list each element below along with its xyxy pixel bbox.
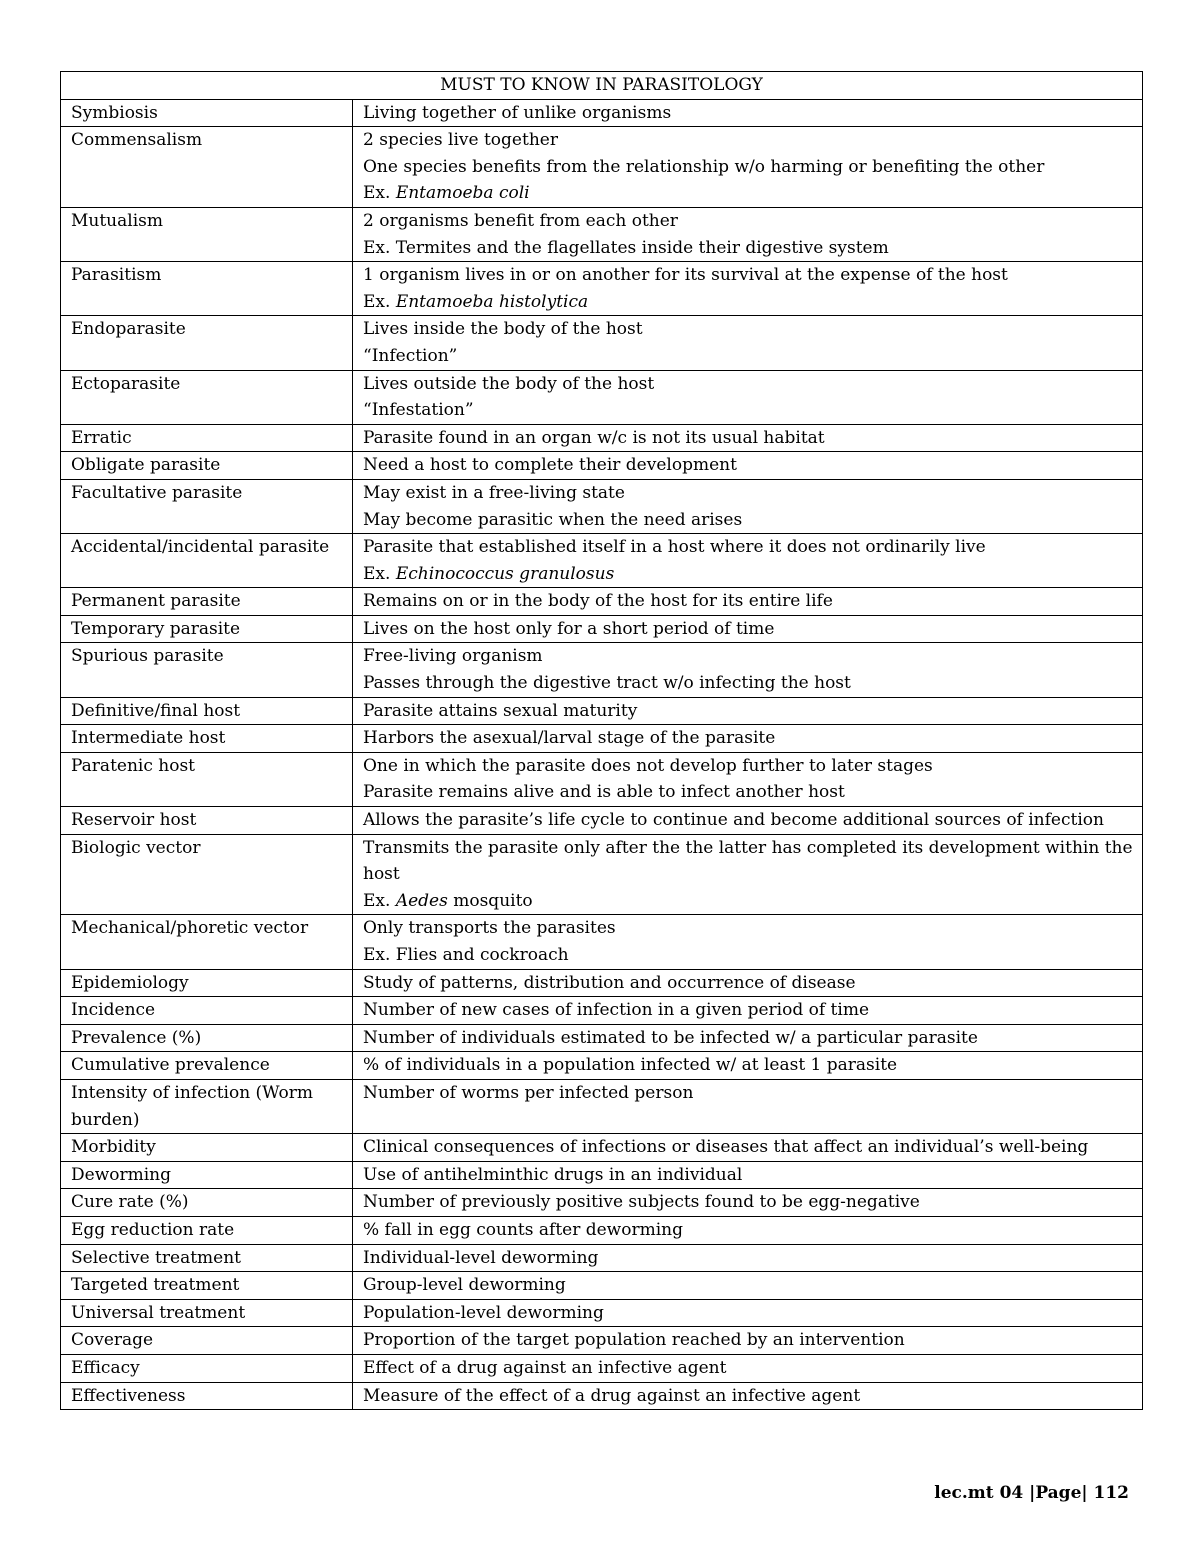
table-row	[61, 127, 1143, 208]
definition-line: Effect of a drug against an infective agent	[363, 1357, 727, 1378]
term-cell: Mechanical/phoretic vector	[61, 915, 353, 969]
example-prefix: Ex.	[363, 183, 396, 204]
definition-cell	[353, 1327, 1143, 1355]
definition-cell	[353, 316, 1143, 370]
definition-line: Measure of the effect of a drug against an infective agent	[363, 1385, 861, 1406]
term-cell: Intensity of infection (Worm burden)	[61, 1079, 353, 1133]
term-cell: Spurious parasite	[61, 643, 353, 697]
term-cell: Biologic vector	[61, 834, 353, 915]
term-cell: Efficacy	[61, 1354, 353, 1382]
definition-cell	[353, 1189, 1143, 1217]
table-row	[61, 99, 1143, 127]
definition-cell	[353, 534, 1143, 588]
definition-line: Group-level deworming	[363, 1275, 566, 1296]
term-cell: Targeted treatment	[61, 1272, 353, 1300]
example-organism: Aedes	[395, 890, 448, 911]
definition-line: Ex. Flies and cockroach	[363, 945, 569, 965]
definition-cell	[353, 1354, 1143, 1382]
footer-page-number: 112	[1093, 1483, 1129, 1503]
page-footer	[934, 1483, 1129, 1503]
term-cell: Intermediate host	[61, 725, 353, 753]
definition-line: “Infection”	[363, 345, 458, 366]
table-row	[61, 969, 1143, 997]
definition-line: One species benefits from the relationship w/o harming or benefiting the other	[363, 156, 1045, 177]
definition-line: Parasite attains sexual maturity	[363, 700, 638, 721]
example-organism: Echinococcus granulosus	[395, 563, 615, 584]
definition-line: Harbors the asexual/larval stage of the parasite	[363, 728, 776, 749]
table-row	[61, 534, 1143, 588]
term-cell: Obligate parasite	[61, 452, 353, 480]
table-row	[61, 1134, 1143, 1162]
definition-line	[363, 561, 1142, 588]
definition-line: Free-living organism	[363, 646, 543, 667]
table-row	[61, 834, 1143, 915]
definition-cell	[353, 588, 1143, 616]
definition-line: Only transports the parasites	[363, 918, 616, 939]
term-cell: Temporary parasite	[61, 615, 353, 643]
definition-cell	[353, 697, 1143, 725]
table-row	[61, 452, 1143, 480]
definition-cell	[353, 370, 1143, 424]
term-cell: Facultative parasite	[61, 479, 353, 533]
example-organism: Entamoeba histolytica	[395, 291, 589, 312]
definition-cell	[353, 1299, 1143, 1327]
table-row	[61, 1216, 1143, 1244]
definition-line: Clinical consequences of infections or diseases that affect an individual’s well-being	[363, 1137, 1089, 1158]
definition-cell	[353, 1244, 1143, 1272]
definition-cell	[353, 1134, 1143, 1162]
definition-line: Parasite remains alive and is able to infect another host	[363, 782, 845, 803]
table-row	[61, 370, 1143, 424]
table-row	[61, 1189, 1143, 1217]
definition-cell	[353, 1272, 1143, 1300]
term-cell: Paratenic host	[61, 752, 353, 806]
definition-line	[363, 180, 1142, 207]
definition-line: Ex. Termites and the flagellates inside their digestive system	[363, 237, 889, 258]
definition-line: Parasite that established itself in a host where it does not ordinarily live	[363, 537, 986, 558]
term-cell: Cure rate (%)	[61, 1189, 353, 1217]
definition-cell	[353, 1382, 1143, 1410]
definition-line: Individual-level deworming	[363, 1247, 599, 1268]
definition-line: Passes through the digestive tract w/o infecting the host	[363, 673, 851, 694]
table-row	[61, 752, 1143, 806]
definition-cell	[353, 643, 1143, 697]
table-row	[61, 1327, 1143, 1355]
definition-cell	[353, 99, 1143, 127]
term-cell: Permanent parasite	[61, 588, 353, 616]
example-prefix: Ex.	[363, 563, 396, 584]
definition-cell	[353, 752, 1143, 806]
table-row	[61, 1052, 1143, 1080]
term-cell: Selective treatment	[61, 1244, 353, 1272]
term-cell: Erratic	[61, 424, 353, 452]
table-title: MUST TO KNOW IN PARASITOLOGY	[61, 72, 1143, 100]
term-cell: Incidence	[61, 997, 353, 1025]
definition-line: Parasite found in an organ w/c is not its usual habitat	[363, 427, 825, 448]
glossary-table	[60, 71, 1143, 1410]
term-cell: Parasitism	[61, 262, 353, 316]
term-cell: Deworming	[61, 1161, 353, 1189]
definition-cell	[353, 807, 1143, 835]
table-row	[61, 997, 1143, 1025]
definition-line: “Infestation”	[363, 400, 474, 421]
definition-line: Number of individuals estimated to be infected w/ a particular parasite	[363, 1027, 978, 1048]
term-cell: Ectoparasite	[61, 370, 353, 424]
table-row	[61, 479, 1143, 533]
glossary-body	[61, 99, 1143, 1410]
definition-cell	[353, 262, 1143, 316]
footer-separator-2: |	[1081, 1483, 1088, 1503]
term-cell: Cumulative prevalence	[61, 1052, 353, 1080]
term-cell: Prevalence (%)	[61, 1024, 353, 1052]
table-row	[61, 697, 1143, 725]
definition-line: % of individuals in a population infected w/ at least 1 parasite	[363, 1055, 898, 1076]
example-suffix: mosquito	[447, 890, 533, 911]
table-row	[61, 1382, 1143, 1410]
table-row	[61, 807, 1143, 835]
definition-cell	[353, 915, 1143, 969]
table-row	[61, 1354, 1143, 1382]
definition-line: Proportion of the target population reached by an intervention	[363, 1330, 905, 1351]
definition-cell	[353, 1079, 1143, 1133]
table-row	[61, 1244, 1143, 1272]
table-row	[61, 1161, 1143, 1189]
term-cell: Egg reduction rate	[61, 1216, 353, 1244]
footer-doc-code: lec.mt 04	[934, 1483, 1024, 1503]
definition-cell	[353, 834, 1143, 915]
document-page	[60, 71, 1142, 1410]
definition-line: Study of patterns, distribution and occurrence of disease	[363, 972, 856, 993]
table-row	[61, 1299, 1143, 1327]
example-prefix: Ex.	[363, 890, 396, 911]
definition-line: 2 species live together	[363, 130, 558, 151]
definition-line: Need a host to complete their development	[363, 455, 737, 476]
definition-line: Remains on or in the body of the host for its entire life	[363, 591, 833, 612]
definition-cell	[353, 127, 1143, 208]
definition-cell	[353, 1052, 1143, 1080]
definition-line: Number of new cases of infection in a given period of time	[363, 1000, 869, 1021]
definition-cell	[353, 725, 1143, 753]
definition-line: 2 organisms benefit from each other	[363, 210, 678, 231]
table-row	[61, 424, 1143, 452]
definition-line: Number of previously positive subjects found to be egg-negative	[363, 1192, 920, 1213]
table-row	[61, 316, 1143, 370]
term-cell: Accidental/incidental parasite	[61, 534, 353, 588]
example-organism: Entamoeba coli	[395, 183, 530, 204]
definition-cell	[353, 424, 1143, 452]
table-row	[61, 915, 1143, 969]
definition-cell	[353, 207, 1143, 261]
definition-line: 1 organism lives in or on another for its survival at the expense of the host	[363, 265, 1008, 286]
term-cell: Commensalism	[61, 127, 353, 208]
definition-line: Lives outside the body of the host	[363, 373, 655, 394]
table-row	[61, 588, 1143, 616]
term-cell: Morbidity	[61, 1134, 353, 1162]
term-cell: Endoparasite	[61, 316, 353, 370]
definition-line: % fall in egg counts after deworming	[363, 1219, 683, 1240]
term-cell: Effectiveness	[61, 1382, 353, 1410]
definition-cell	[353, 1216, 1143, 1244]
definition-cell	[353, 969, 1143, 997]
definition-line: Number of worms per infected person	[363, 1082, 694, 1103]
table-row	[61, 615, 1143, 643]
definition-cell	[353, 479, 1143, 533]
table-row	[61, 725, 1143, 753]
definition-line	[363, 888, 1142, 915]
term-cell: Definitive/final host	[61, 697, 353, 725]
definition-line: Population-level deworming	[363, 1302, 604, 1323]
footer-separator: |	[1029, 1483, 1036, 1503]
table-row	[61, 1079, 1143, 1133]
definition-line: May become parasitic when the need arises	[363, 509, 743, 530]
definition-line: One in which the parasite does not develop further to later stages	[363, 755, 933, 776]
term-cell: Universal treatment	[61, 1299, 353, 1327]
definition-cell	[353, 997, 1143, 1025]
term-cell: Symbiosis	[61, 99, 353, 127]
definition-line: Allows the parasite’s life cycle to continue and become additional sources of infection	[363, 810, 1104, 831]
term-cell: Epidemiology	[61, 969, 353, 997]
footer-page-label: Page	[1035, 1483, 1082, 1503]
example-prefix: Ex.	[363, 291, 396, 312]
table-row	[61, 1024, 1143, 1052]
term-cell: Mutualism	[61, 207, 353, 261]
definition-line: Living together of unlike organisms	[363, 102, 672, 123]
definition-line: Transmits the parasite only after the the latter has completed its development within the host	[363, 837, 1133, 885]
definition-cell	[353, 615, 1143, 643]
definition-cell	[353, 452, 1143, 480]
term-cell: Reservoir host	[61, 807, 353, 835]
definition-line: Lives on the host only for a short period of time	[363, 618, 775, 639]
table-row	[61, 262, 1143, 316]
definition-line	[363, 289, 1142, 316]
term-cell: Coverage	[61, 1327, 353, 1355]
title-row	[61, 72, 1143, 100]
definition-line: May exist in a free-living state	[363, 482, 625, 503]
definition-cell	[353, 1161, 1143, 1189]
table-row	[61, 1272, 1143, 1300]
table-row	[61, 207, 1143, 261]
definition-cell	[353, 1024, 1143, 1052]
table-row	[61, 643, 1143, 697]
definition-line: Lives inside the body of the host	[363, 319, 643, 340]
definition-line: Use of antihelminthic drugs in an individual	[363, 1164, 743, 1185]
